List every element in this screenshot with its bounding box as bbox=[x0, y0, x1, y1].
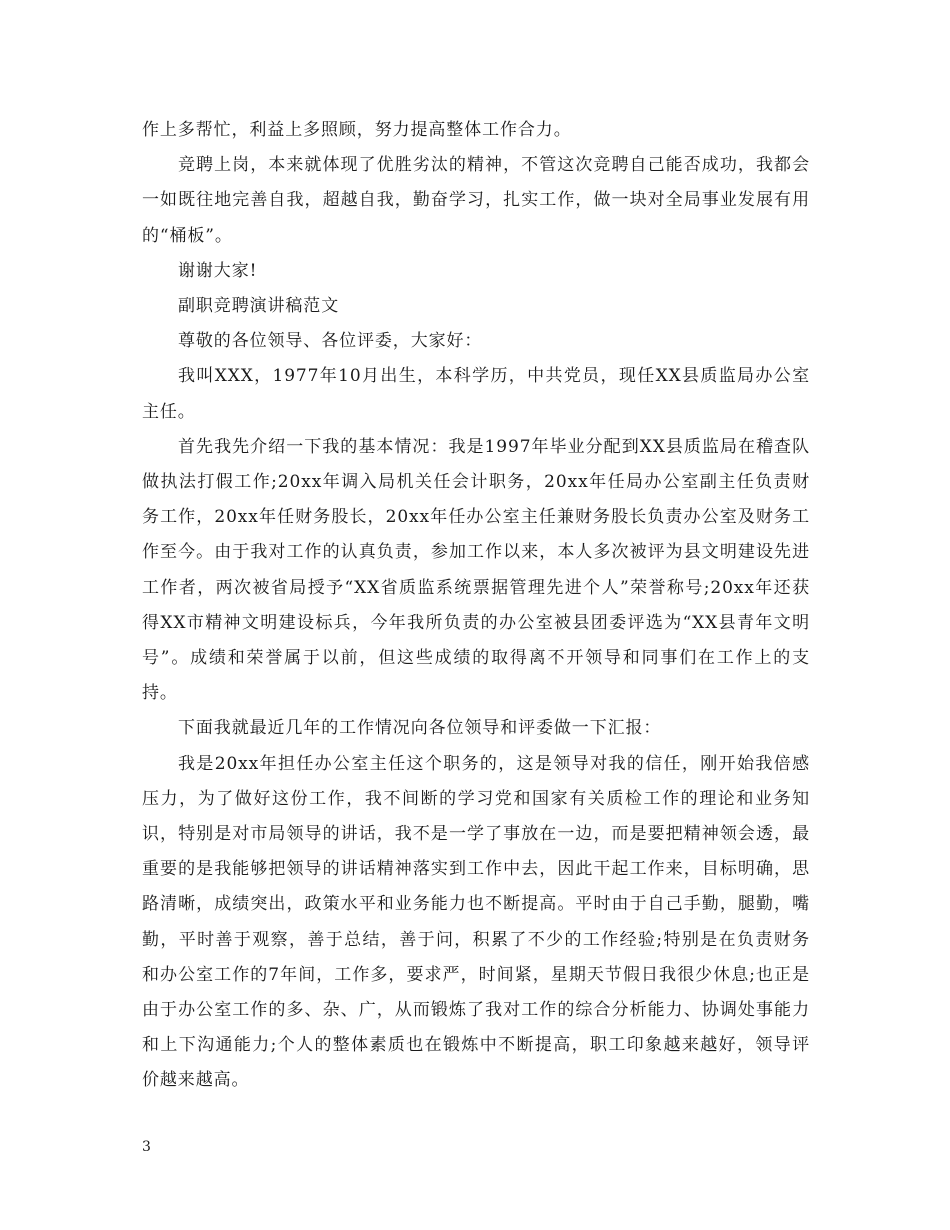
paragraph-greeting: 尊敬的各位领导、各位评委，大家好： bbox=[178, 331, 483, 352]
paragraph-background: 首先我先介绍一下我的基本情况：我是1997年毕业分配到XX县质监局在稽查队做执法打假工作;20xx年调入局机关任会计职务，20xx年任局办公室副主任负责财务工作，20xx年任财务股长，20xx年任办公室主任兼财务股长负责办公室及财务工作至今。由于我对工作的认真负责，参加工作以来，本人多次被评为县文明建设先进工作者，两次被省局授予“XX省质监系统票据管理先进个人”荣誉称号;20xx年还获得XX市精神文明建设标兵，今年我所负责的办公室被县团委评选为“XX县青年文明号”。成绩和荣誉属于以前，但这些成绩的取得离不开领导和同事们在工作上的支持。 bbox=[142, 436, 810, 704]
page-number: 3 bbox=[142, 1139, 151, 1155]
paragraph-thanks: 谢谢大家! bbox=[178, 260, 258, 281]
paragraph-work-report: 我是20xx年担任办公室主任这个职务的，这是领导对我的信任，刚开始我倍感压力，为了做好这份工作，我不间断的学习党和国家有关质检工作的理论和业务知识，特别是对市局领导的讲话，我不是一学了事放在一边，而是要把精神领会透，最重要的是我能够把领导的讲话精神落实到工作中去，因此干起工作来，目标明确，思路清晰，成绩突出，政策水平和业务能力也不断提高。平时由于自己手勤，腿勤，嘴勤，平时善于观察，善于总结，善于问，积累了不少的工作经验;特别是在负责财务和办公室工作的7年间，工作多，要求严，时间紧，星期天节假日我很少休息;也正是由于办公室工作的多、杂、广，从而锻炼了我对工作的综合分析能力、协调处事能力和上下沟通能力;个人的整体素质也在锻炼中不断提高，职工印象越来越好，领导评价越来越高。 bbox=[142, 753, 810, 1091]
paragraph-self-intro: 我叫XXX，1977年10月出生，本科学历，中共党员，现任XX县质监局办公室主任。 bbox=[142, 366, 810, 422]
section-title: 副职竞聘演讲稿范文 bbox=[178, 296, 340, 317]
paragraph-report-intro: 下面我就最近几年的工作情况向各位领导和评委做一下汇报： bbox=[178, 718, 662, 739]
paragraph-continuation: 作上多帮忙，利益上多照顾，努力提高整体工作合力。 bbox=[142, 120, 572, 140]
document-body bbox=[142, 113, 810, 1099]
paragraph-competition: 竞聘上岗，本来就体现了优胜劣汰的精神，不管这次竞聘自己能否成功，我都会一如既往地完善自我，超越自我，勤奋学习，扎实工作，做一块对全局事业发展有用的“桶板”。 bbox=[142, 155, 810, 246]
